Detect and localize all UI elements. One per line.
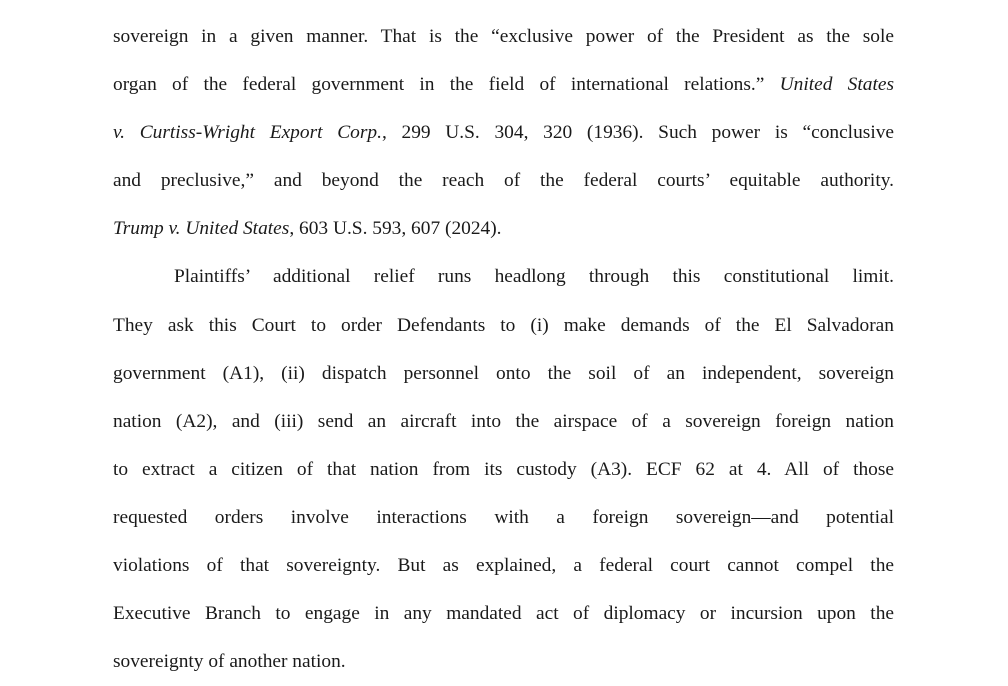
text-run: , 603 U.S. 593, 607 (2024). bbox=[289, 218, 502, 240]
text-line bbox=[113, 109, 894, 157]
text-line bbox=[113, 542, 894, 590]
text-run: government (A1), (ii) dispatch personnel onto the soil of an independent, sovereign bbox=[113, 362, 894, 384]
case-name: v. Curtiss-Wright Export Corp. bbox=[113, 122, 382, 144]
text-run: sovereign in a given manner. That is the “exclusive power of the President as the sole bbox=[113, 26, 894, 47]
paragraph-2 bbox=[113, 253, 894, 686]
text-run: violations of that sovereignty. But as explained, a federal court cannot compel the bbox=[113, 555, 894, 577]
text-run: to extract a citizen of that nation from its custody (A3). ECF 62 at 4. All of those bbox=[113, 458, 894, 480]
text-run: and preclusive,” and beyond the reach of the federal courts’ equitable authority. bbox=[113, 170, 894, 192]
text-run: nation (A2), and (iii) send an aircraft into the airspace of a sovereign foreign nation bbox=[113, 410, 894, 432]
document-page bbox=[113, 13, 894, 686]
text-line bbox=[113, 302, 894, 350]
text-run: organ of the federal government in the field of international relations.” bbox=[113, 74, 780, 96]
text-line bbox=[113, 590, 894, 638]
text-line bbox=[113, 157, 894, 205]
text-line bbox=[113, 398, 894, 446]
text-run: , 299 U.S. 304, 320 (1936). Such power is “conclusive bbox=[381, 122, 895, 144]
text-line bbox=[113, 13, 894, 61]
text-line bbox=[113, 253, 894, 301]
text-line bbox=[113, 350, 894, 398]
text-run: Plaintiffs’ additional relief runs headlong through this constitutional limit. bbox=[174, 266, 894, 288]
text-line bbox=[113, 494, 894, 542]
text-run: sovereignty of another nation. bbox=[113, 651, 346, 673]
text-run: requested orders involve interactions with a foreign sovereign—and potential bbox=[113, 506, 894, 528]
case-name: Trump v. United States bbox=[113, 218, 290, 240]
text-line bbox=[113, 61, 894, 109]
text-run: They ask this Court to order Defendants to (i) make demands of the El Salvadoran bbox=[113, 314, 894, 336]
text-run: Executive Branch to engage in any mandated act of diplomacy or incursion upon the bbox=[113, 603, 894, 625]
case-name: United States bbox=[779, 74, 894, 96]
text-line bbox=[113, 446, 894, 494]
text-line bbox=[113, 205, 894, 253]
text-line bbox=[113, 638, 894, 686]
paragraph-1 bbox=[113, 13, 894, 253]
